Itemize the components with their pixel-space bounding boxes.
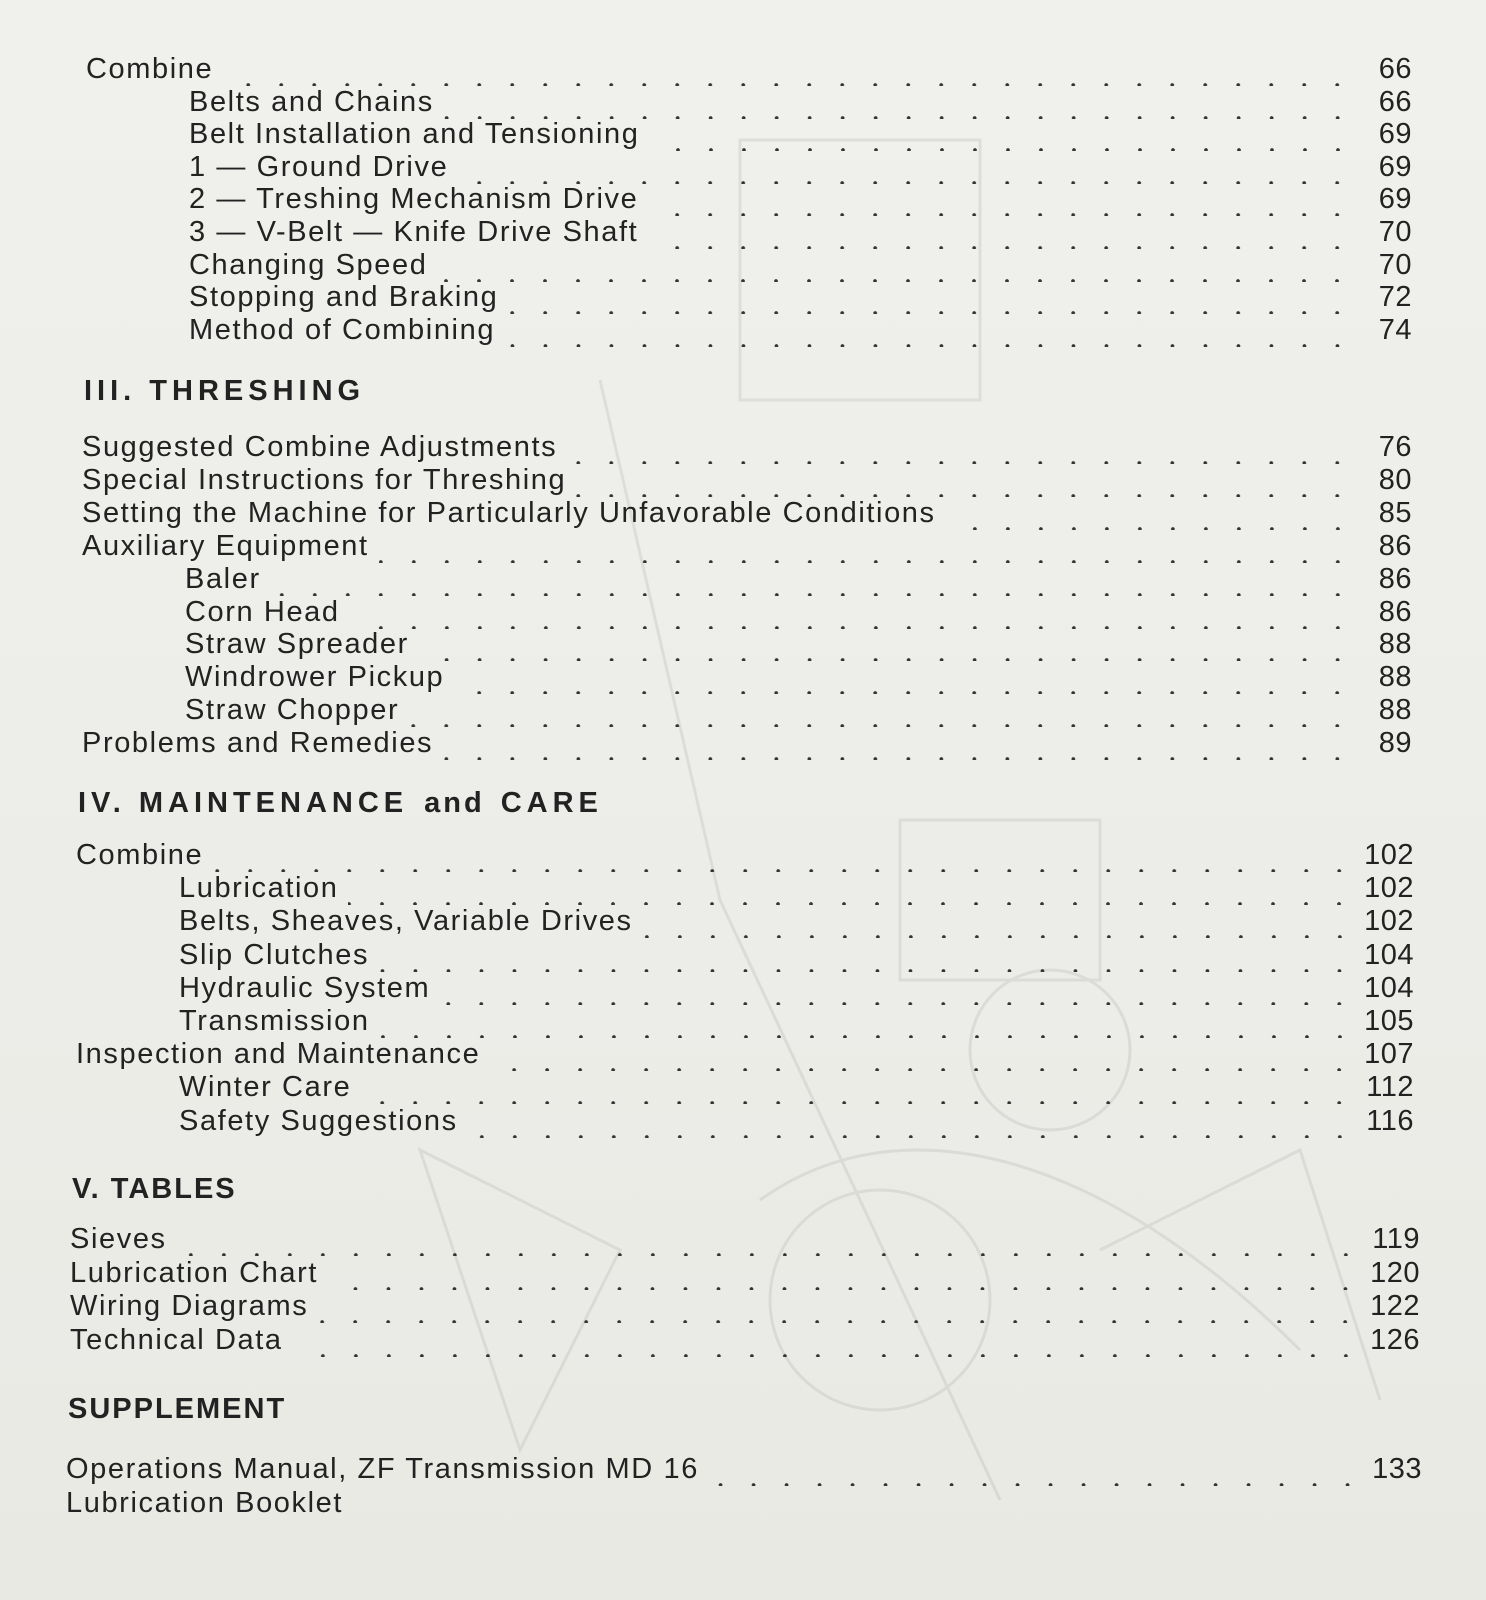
toc-entry-title: Inspection and Maintenance	[76, 1038, 481, 1071]
toc-page-number: 70	[1378, 216, 1412, 248]
toc-entry-title: Technical Data	[70, 1323, 283, 1356]
toc-page-number: 88	[1378, 661, 1412, 694]
toc-page-number: 120	[1370, 1256, 1420, 1289]
toc-page-number: 85	[1378, 496, 1412, 529]
toc-page-number: 112	[1366, 1071, 1414, 1104]
dot-leader	[379, 529, 1354, 563]
toc-page-number: 126	[1370, 1323, 1420, 1356]
dot-leader	[508, 280, 1354, 314]
dot-leader	[361, 1070, 1356, 1104]
toc-page-number: 105	[1364, 1005, 1414, 1037]
toc-entry[interactable]	[179, 871, 1414, 905]
dot-leader	[293, 1323, 1362, 1357]
dot-leader	[443, 726, 1354, 760]
toc-page-number: 69	[1378, 150, 1412, 183]
section-heading-maintenance: IV. MAINTENANCE	[78, 787, 409, 819]
toc-entry[interactable]	[82, 430, 1412, 464]
toc-entry-title: Straw Spreader	[185, 628, 409, 661]
toc-entry[interactable]	[179, 971, 1414, 1005]
dot-leader	[946, 496, 1354, 530]
toc-entry-title: Setting the Machine for Particularly Unfavorable Conditions	[82, 496, 936, 529]
toc-entry[interactable]	[66, 1452, 1422, 1486]
toc-entry-title: Hydraulic System	[179, 971, 431, 1004]
dot-leader	[328, 1256, 1362, 1290]
toc-page-number: 102	[1364, 872, 1414, 905]
dot-leader	[648, 215, 1354, 249]
dot-leader	[177, 1222, 1362, 1256]
section-heading-tables: V. TABLES	[72, 1173, 237, 1205]
section-heading-maintenance-and-care	[78, 786, 603, 820]
toc-entry[interactable]	[185, 627, 1412, 661]
toc-entry-title: Transmission	[179, 1005, 370, 1037]
dot-leader	[444, 85, 1354, 119]
toc-entry-title: Belt Installation and Tensioning	[189, 118, 640, 151]
toc-entry[interactable]	[185, 660, 1412, 694]
toc-entry[interactable]	[82, 726, 1412, 760]
dot-leader	[643, 904, 1356, 938]
section-heading-supplement: SUPPLEMENT	[68, 1393, 287, 1425]
toc-page-number: 119	[1372, 1223, 1420, 1255]
toc-entry-title: Lubrication Chart	[70, 1256, 319, 1289]
toc-entry[interactable]	[179, 1004, 1414, 1038]
toc-entry[interactable]	[70, 1323, 1420, 1357]
toc-entry-title: Belts, Sheaves, Variable Drives	[179, 905, 633, 938]
dot-leader	[648, 182, 1354, 216]
toc-entry-title: Corn Head	[185, 595, 340, 628]
dot-leader	[223, 52, 1354, 86]
toc-entry[interactable]	[70, 1256, 1420, 1290]
toc-entry[interactable]	[185, 562, 1412, 596]
toc-entry-title: 1 — Ground Drive	[189, 150, 449, 183]
dot-leader	[567, 430, 1354, 464]
toc-entry[interactable]	[66, 1486, 1422, 1520]
toc-entry[interactable]	[179, 1104, 1414, 1138]
toc-entry-title: Straw Chopper	[185, 694, 400, 727]
toc-entry[interactable]	[76, 838, 1414, 872]
toc-page-number: 133	[1372, 1453, 1422, 1485]
toc-entry[interactable]	[189, 117, 1412, 151]
toc-entry-title: Combine	[76, 839, 204, 871]
dot-leader	[379, 938, 1356, 972]
dot-leader	[440, 971, 1356, 1005]
toc-entry[interactable]	[189, 313, 1412, 347]
toc-entry[interactable]	[189, 280, 1412, 314]
toc-page-number: 86	[1378, 529, 1412, 562]
toc-page-number: 104	[1364, 938, 1414, 971]
toc-entry-title: Operations Manual, ZF Transmission MD 16	[66, 1453, 699, 1485]
toc-page-number: 72	[1378, 281, 1412, 314]
toc-entry[interactable]	[189, 85, 1412, 119]
toc-entry[interactable]	[86, 52, 1412, 86]
toc-entry[interactable]	[179, 938, 1414, 972]
section-heading-and: and	[424, 787, 485, 819]
dot-leader	[709, 1452, 1364, 1486]
toc-entry-title: Sieves	[70, 1223, 167, 1255]
dot-leader	[271, 562, 1354, 596]
toc-entry[interactable]	[76, 1037, 1414, 1071]
toc-entry-title: Slip Clutches	[179, 938, 370, 971]
toc-page-number: 66	[1378, 53, 1412, 85]
toc-page-number: 69	[1378, 118, 1412, 151]
dot-leader	[454, 660, 1354, 694]
toc-entry[interactable]	[189, 150, 1412, 184]
toc-entry[interactable]	[70, 1222, 1420, 1256]
toc-entry[interactable]	[82, 529, 1412, 563]
toc-page-number: 102	[1364, 839, 1414, 871]
toc-page-number: 66	[1378, 85, 1412, 118]
dot-leader	[576, 463, 1354, 497]
toc-page-number: 116	[1366, 1104, 1414, 1137]
toc-entry-title: Auxiliary Equipment	[82, 529, 369, 562]
toc-entry-title: Lubrication Booklet	[66, 1487, 344, 1519]
toc-entry-title: Suggested Combine Adjustments	[82, 431, 558, 463]
dot-leader	[348, 871, 1356, 905]
toc-entry-title: Baler	[185, 562, 261, 595]
toc-entry-title: Method of Combining	[189, 313, 496, 346]
toc-entry[interactable]	[189, 182, 1412, 216]
toc-entry-title: Changing Speed	[189, 248, 428, 281]
toc-entry[interactable]	[179, 1070, 1414, 1104]
toc-entry-title: Wiring Diagrams	[70, 1290, 309, 1323]
dot-leader	[380, 1004, 1356, 1038]
dot-leader	[437, 248, 1354, 282]
toc-page-number: 122	[1370, 1290, 1420, 1323]
toc-entry[interactable]	[185, 693, 1412, 727]
toc-page-number: 86	[1378, 595, 1412, 628]
section-heading-care: CARE	[500, 787, 603, 819]
toc-page-number: 74	[1378, 313, 1412, 346]
toc-entry-title: 2 — Treshing Mechanism Drive	[189, 183, 639, 216]
dot-leader	[458, 150, 1354, 184]
toc-page-number: 88	[1378, 628, 1412, 661]
dot-leader	[318, 1289, 1362, 1323]
toc-page-number: 89	[1378, 727, 1412, 760]
dot-leader	[213, 838, 1356, 872]
toc-entry-title: Windrower Pickup	[185, 661, 445, 694]
toc-entry[interactable]	[70, 1289, 1420, 1323]
toc-page-number: 80	[1378, 463, 1412, 496]
dot-leader	[505, 313, 1354, 347]
toc-entry[interactable]	[179, 904, 1414, 938]
section-heading-threshing: III. THRESHING	[84, 375, 366, 407]
toc-entry-title: 3 — V-Belt — Knife Drive Shaft	[189, 216, 639, 248]
toc-entry-title: Safety Suggestions	[179, 1104, 458, 1137]
toc-entry[interactable]	[185, 595, 1412, 629]
toc-entry-title: Winter Care	[179, 1071, 352, 1104]
toc-entry-title: Belts and Chains	[189, 85, 434, 118]
toc-page-number: 86	[1378, 562, 1412, 595]
dot-leader	[650, 117, 1354, 151]
toc-entry-title: Stopping and Braking	[189, 281, 499, 314]
dot-leader	[490, 1037, 1356, 1071]
toc-entry-title: Special Instructions for Threshing	[82, 463, 567, 496]
toc-page-number: 69	[1378, 183, 1412, 216]
toc-page-number: 76	[1378, 431, 1412, 463]
dot-leader	[350, 595, 1354, 629]
toc-entry-title: Lubrication	[179, 872, 339, 905]
toc-page-number: 107	[1364, 1038, 1414, 1071]
toc-page-number: 70	[1378, 248, 1412, 281]
toc-page-number: 102	[1364, 905, 1414, 938]
toc-entry[interactable]	[82, 496, 1412, 530]
dot-leader	[409, 693, 1354, 727]
toc-entry[interactable]	[189, 248, 1412, 282]
toc-page-number: 104	[1364, 971, 1414, 1004]
dot-leader	[468, 1104, 1356, 1138]
dot-leader	[419, 627, 1354, 661]
toc-entry[interactable]	[82, 463, 1412, 497]
toc-entry[interactable]	[189, 215, 1412, 249]
toc-entry-title: Combine	[86, 53, 214, 85]
toc-page-number: 88	[1378, 694, 1412, 727]
toc-entry-title: Problems and Remedies	[82, 727, 434, 760]
